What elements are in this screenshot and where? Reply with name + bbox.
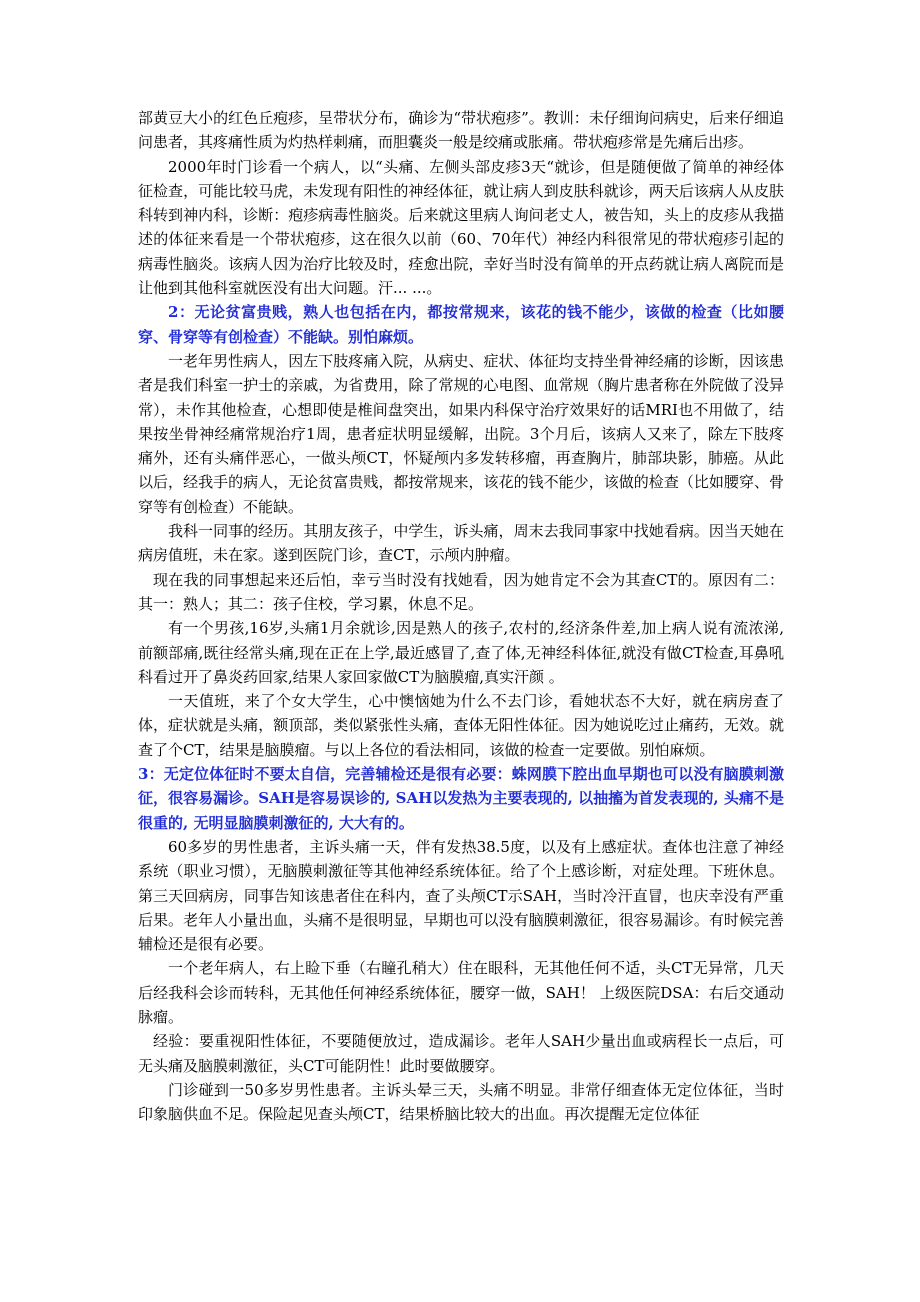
paragraph-9: 一个老年病人，右上睑下垂（右瞳孔稍大）住在眼科，无其他任何不适，头CT无异常，几天后经我科会诊而转科，无其他任何神经系统体征，腰穿一做，SAH！ 上级医院DSA：右后交通动脉瘤。 bbox=[138, 959, 784, 1026]
section-heading-3: 3：无定位体征时不要太自信，完善辅检还是很有必要：蛛网膜下腔出血早期也可以没有脑膜刺激征，很容易漏诊。SAH是容易误诊的, SAH以发热为主要表现的, 以抽搐为首发表现的, 头痛不是很重的, 无明显脑膜刺激征的, 大大有的。 bbox=[138, 765, 784, 832]
document-page bbox=[138, 106, 784, 1126]
paragraph-7: 一天值班，来了个女大学生，心中懊恼她为什么不去门诊，看她状态不大好，就在病房查了体，症状就是头痛，额顶部，类似紧张性头痛，查体无阳性体征。因为她说吃过止痛药，无效。就查了个CT，结果是脑膜瘤。与以上各位的看法相同，该做的检查一定要做。别怕麻烦。 bbox=[138, 692, 784, 759]
paragraph-10: 经验：要重视阳性体征，不要随便放过，造成漏诊。老年人SAH少量出血或病程长一点后，可无头痛及脑膜刺激征，头CT可能阴性！此时要做腰穿。 bbox=[138, 1032, 784, 1075]
paragraph-2: 2000年时门诊看一个病人，以“头痛、左侧头部皮疹3天“就诊，但是随便做了简单的神经体征检查，可能比较马虎，未发现有阳性的神经体征，就让病人到皮肤科就诊，两天后该病人从皮肤科转到神内科，诊断：疱疹病毒性脑炎。后来就这里病人询问老丈人，被告知，头上的皮疹从我描述的体征来看是一个带状疱疹，这在很久以前（60、70年代）神经内科很常见的带状疱疹引起的病毒性脑炎。该病人因为治疗比较及时，痊愈出院，幸好当时没有简单的开点药就让病人离院而是让他到其他科室就医没有出大问题。汗... ...。 bbox=[138, 157, 784, 298]
paragraph-5: 现在我的同事想起来还后怕，幸亏当时没有找她看，因为她肯定不会为其查CT的。原因有二：其一：熟人；其二：孩子住校，学习累，休息不足。 bbox=[138, 570, 784, 613]
paragraph-1: 部黄豆大小的红色丘疱疹，呈带状分布，确诊为“带状疱疹”。教训：未仔细询问病史，后来仔细追问患者，其疼痛性质为灼热样刺痛，而胆囊炎一般是绞痛或胀痛。带状疱疹常是先痛后出疹。 bbox=[138, 109, 784, 152]
paragraph-11: 门诊碰到一50多岁男性患者。主诉头晕三天，头痛不明显。非常仔细查体无定位体征，当时印象脑供血不足。保险起见查头颅CT，结果桥脑比较大的出血。再次提醒无定位体征 bbox=[138, 1080, 784, 1124]
paragraph-3: 一老年男性病人，因左下肢疼痛入院，从病史、症状、体征均支持坐骨神经痛的诊断，因该患者是我们科室一护士的亲戚，为省费用，除了常规的心电图、血常规（胸片患者称在外院做了没异常），未作其他检查，心想即使是椎间盘突出，如果内科保守治疗效果好的话MRI也不用做了，结果按坐骨神经痛常规治疗1周，患者症状明显缓解，出院。3个月后，该病人又来了，除左下肢疼痛外，还有头痛伴恶心，一做头颅CT，怀疑颅内多发转移瘤，再查胸片，肺部块影，肺癌。从此以后，经我手的病人，无论贫富贵贱，都按常规来，该花的钱不能少，该做的检查（比如腰穿、骨穿等有创检查）不能缺。 bbox=[138, 351, 784, 516]
paragraph-4: 我科一同事的经历。其朋友孩子，中学生，诉头痛，周末去我同事家中找她看病。因当天她在病房值班，未在家。遂到医院门诊，查CT，示颅内肿瘤。 bbox=[138, 522, 784, 565]
section-heading-2: 2：无论贫富贵贱，熟人也包括在内，都按常规来，该花的钱不能少，该做的检查（比如腰穿、骨穿等有创检查）不能缺。别怕麻烦。 bbox=[138, 303, 784, 346]
paragraph-6: 有一个男孩,16岁,头痛1月余就诊,因是熟人的孩子,农村的,经济条件差,加上病人说有流浓涕,前额部痛,既往经常头痛,现在正在上学,最近感冒了,查了体,无神经科体征,就没有做CT检查,耳鼻吼科看过开了鼻炎药回家,结果人家回家做CT为脑膜瘤,真实汗颜 。 bbox=[138, 619, 784, 686]
paragraph-8: 60多岁的男性患者，主诉头痛一天，伴有发热38.5度，以及有上感症状。查体也注意了神经系统（职业习惯），无脑膜刺激征等其他神经系统体征。给了个上感诊断，对症处理。下班休息。第三天回病房，同事告知该患者住在科内，查了头颅CT示SAH，当时冷汗直冒，也庆幸没有严重后果。老年人小量出血，头痛不是很明显，早期也可以没有脑膜刺激征，很容易漏诊。有时候完善辅检还是很有必要。 bbox=[138, 837, 784, 954]
